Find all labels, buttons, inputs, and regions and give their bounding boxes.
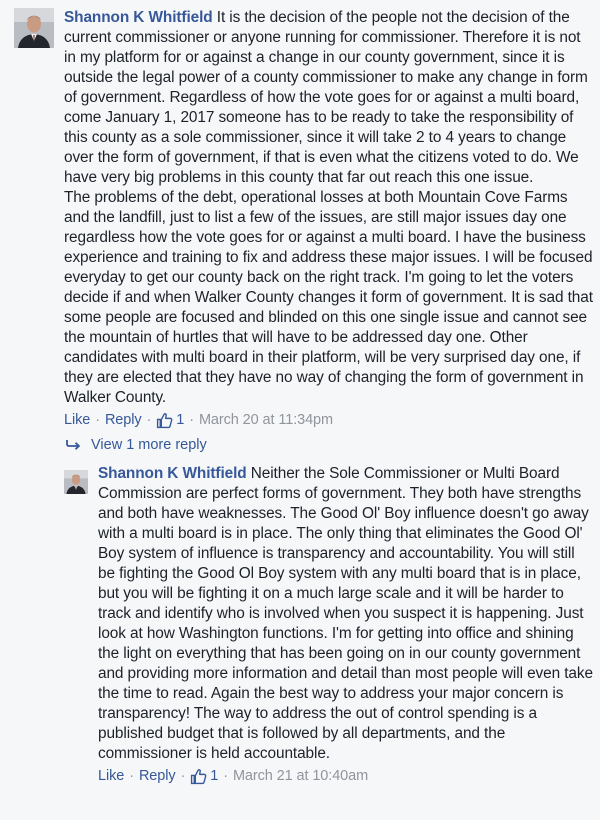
comment-text: [64, 8, 594, 408]
like-count-value: 1: [176, 412, 185, 428]
thumbs-up-icon: [190, 768, 207, 785]
comment-actions: Like · Reply · 1 · March 21 at 10:40am: [98, 768, 369, 784]
like-count-value: 1: [210, 768, 219, 784]
profile-photo-icon: [64, 470, 88, 494]
comment-message: Neither the Sole Commissioner or Multi Board Commission are perfect forms of government. They both have strengths and both have weaknesses. The Good Ol' Boy influence doesn't go away with a multi board is in place. The only thing that eliminates the Good Ol' Boy system of influence is transparency and accountability. You will still be fighting the Good Ol Boy system with any multi board that is in place, but you will be fighting it on a much large scale and it will be harder to track and identify who is involved when you suspect it is happening. Just look at how Washington functions. I'm for getting into office and shining the light on everything that has been going on in our county government and providing more information and detail than most people will even take the time to read. Again the best way to address your major concern is transparency! The way to address the out of control spending is a published budget that is followed by all departments, and the commissioner is held accountable.: [98, 465, 598, 762]
comment-message: It is the decision of the people not the decision of the current commissioner or anyone running for commissioner. Therefore it is not in my platform for or against a change in our county government, since it is outside the legal power of a county commissioner to make any change in form of government. Regardless of how the vote goes for or against a multi board, come January 1, 2017 someone has to be ready to take the responsibility of this county as a sole commissioner, since it will take 2 to 4 years to change over the form of government, if that is even what the citizens voted to do. We have very big problems in this county that far out reach this one issue. The problems of the debt, operational losses at both Mountain Cove Farms and the landfill, just to list a few of the issues, are still major issues day one regardless how the vote goes for or against a multi board. I have the business experience and training to fix and address these major issues. I will be focused everyday to get our county back on the right track. I'm going to let the voters decide if and when Walker County changes it form of government. It is sad that some people are focused and blinded on this one single issue and cannot see the mountain of hurtles that will have to be addressed day one. Other candidates with multi board in their platform, will be very surprised day one, if they are elected that they have no way of changing the form of government in Walker County.: [64, 9, 593, 406]
comment-body: [98, 464, 598, 786]
comment-body: [64, 8, 594, 430]
comment-text: [98, 464, 598, 764]
reply-link[interactable]: Reply: [138, 768, 176, 784]
like-count[interactable]: [190, 766, 218, 786]
like-link[interactable]: Like: [98, 768, 125, 784]
view-more-label: View 1 more reply: [91, 437, 207, 453]
profile-photo-icon: [14, 8, 54, 48]
thumbs-up-icon: [156, 412, 173, 429]
reply-comment: [64, 464, 598, 786]
like-link[interactable]: Like: [64, 412, 91, 428]
comment-actions: Like · Reply · 1 · March 20 at 11:34pm: [64, 412, 333, 428]
reply-link[interactable]: Reply: [104, 412, 142, 428]
comment-timestamp[interactable]: March 21 at 10:40am: [232, 768, 369, 784]
comment-author[interactable]: Shannon K Whitfield: [98, 465, 247, 482]
view-more-replies-link[interactable]: [66, 437, 207, 453]
comment: [14, 8, 594, 430]
avatar[interactable]: [14, 8, 54, 48]
reply-arrow-icon: [66, 439, 82, 451]
like-count[interactable]: [156, 410, 184, 430]
comment-author[interactable]: Shannon K Whitfield: [64, 9, 213, 26]
comment-timestamp[interactable]: March 20 at 11:34pm: [198, 412, 333, 428]
avatar[interactable]: [64, 470, 88, 494]
